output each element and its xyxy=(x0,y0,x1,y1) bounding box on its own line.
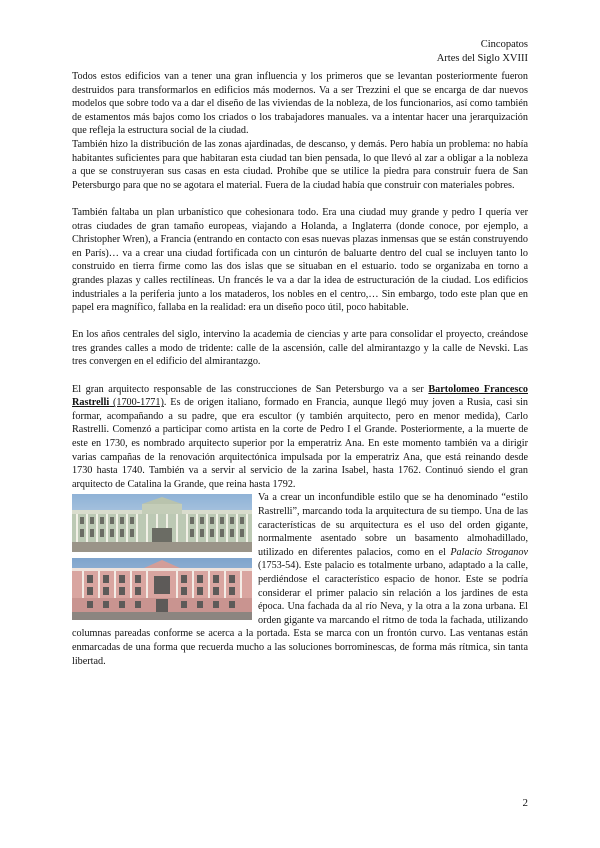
header-subject: Artes del Siglo XVIII xyxy=(436,53,528,64)
paragraph-6-intro: Va a crear un inconfundible estilo que se ha denominado “estilo Rastrelli”, marcando toda la arquitectura de su tiempo. Una de las características de su arquitectura es el uso del orden gigante, normalmente asentado sobre un basamento almohadillado, utilizado en diferentes palacios, como en el xyxy=(258,492,528,558)
paragraph-5 xyxy=(72,383,528,492)
page-header xyxy=(437,38,528,66)
document-body xyxy=(72,70,528,668)
architect-name: Bartolomeo Francesco Rastrelli xyxy=(72,383,528,409)
palace-name: Palacio Stroganov xyxy=(450,546,528,558)
rastrelli-section xyxy=(72,491,528,668)
paragraph-6-body: (1753-54). Este palacio es totalmente urbano, adaptado a la calle, perdiéndose el característico espacio de honor. Este se podría considerar el primer palacio sin relación a los jardines de esta época. Una fachada da al río Neva, y la otra a la zona urbana. El orden gigante va marcando el ritmo de toda la fachada, utilizando columnas pareadas conforme se acerca a la portada. Esta se marca con un frontón curvo. Las ventanas están enmarcadas de una forma que recuerda mucho a las soluciones borrominescas, de forma más rítmica, sin tanta libertad. xyxy=(72,560,528,667)
paragraph-5-intro: El gran arquitecto responsable de las construcciones de San Petersburgo va a ser xyxy=(72,383,429,395)
winter-palace-photo xyxy=(72,494,252,552)
header-author: Cincopatos xyxy=(480,39,528,50)
paragraph-5-body: . Es de origen italiano, formado en Francia, aunque llegó muy joven a Rusia, casi sin formar, acompañando a su padre, que era escultor (y también arquitecto, pero en menor medida), Carlo Rastrelli. Comenzó a participar como artista en la corte de Pedro I el Grande. Posteriormente, a la muerte de este en 1730, es nombrado arquitecto superior por la emperatriz Ana. En este momento también va a dirigir varias campañas de la renovación arquitectónica impulsada por la emperatriz Ana, que está reinando desde 1730 hasta 1740. También va a servir al servicio de la zarina Isabel, hasta 1762. Continuó siendo el gran arquitecto de Catalina la Grande, que reina hasta 1792. xyxy=(72,397,528,490)
page-number: 2 xyxy=(522,797,528,809)
paragraph-2: También hizo la distribución de las zonas ajardinadas, de descanso, y demás. Pero había un problema: no había habitantes suficientes para que habitaran esta ciudad tan bien pensada, lo que llevó al zar a obligar a la nobleza a que se construyeran sus casas en esta ciudad. Prohíbe que se utilice la piedra para construir fuera de San Petersburgo para que no se agotara el material. Fuera de la ciudad había que construir con materiales pobres. xyxy=(72,138,528,191)
architect-dates: (1700-1771) xyxy=(109,397,164,409)
paragraph-3: También faltaba un plan urbanístico que cohesionara todo. Era una ciudad muy grande y pedro I quería ver otras ciudades de gran tamaño europeas, viajando a Holanda, a Inglaterra (donde conoce, por ejemplo, a Christopher Wren), a Francia (entrando en contacto con esas nuevas plazas inmensas que se están construyendo en París)… va a crear una ciudad fortificada con un cinturón de baluarte dentro del cual se incluyen tanto lo construido en tierra firme como las dos islas que se situaban en el estuario. todo se organizaba en torno a grandes plazas y calles rectilíneas. Un francés le va a dar la idea de estructuración de la ciudad. Los edificios industriales a la periferia junto a los mataderos, los nobles en el centro,… Sin embargo, todo este plan que en papel era magnífico, fallaba en la realidad: era un diseño poco útil, poco habitable. xyxy=(72,206,528,314)
stroganov-palace-photo xyxy=(72,558,252,620)
palace-photos xyxy=(72,494,252,620)
paragraph-4: En los años centrales del siglo, intervino la academia de ciencias y arte para consolidar el proyecto, creándose tres grandes calles a modo de tridente: calle de la ascensión, calle del almirantazgo y la calle de Nevski. Las tres convergen en el edificio del almirantazgo. xyxy=(72,329,528,368)
paragraph-1: Todos estos edificios van a tener una gran influencia y los primeros que se levantan posteriormente fueron destruidos para transformarlos en edificios más modernos. Va a ser Trezzini el que se encarga de dar nuevos modelos que sobre todo va a dar el diseño de las viviendas de la nobleza, de los funcionarios, así como también de estamentos más bajos como los criados o los trabajadores manuales. va a intentar hacer una jerarquización que refleja la estructura social de la ciudad. xyxy=(72,71,528,137)
